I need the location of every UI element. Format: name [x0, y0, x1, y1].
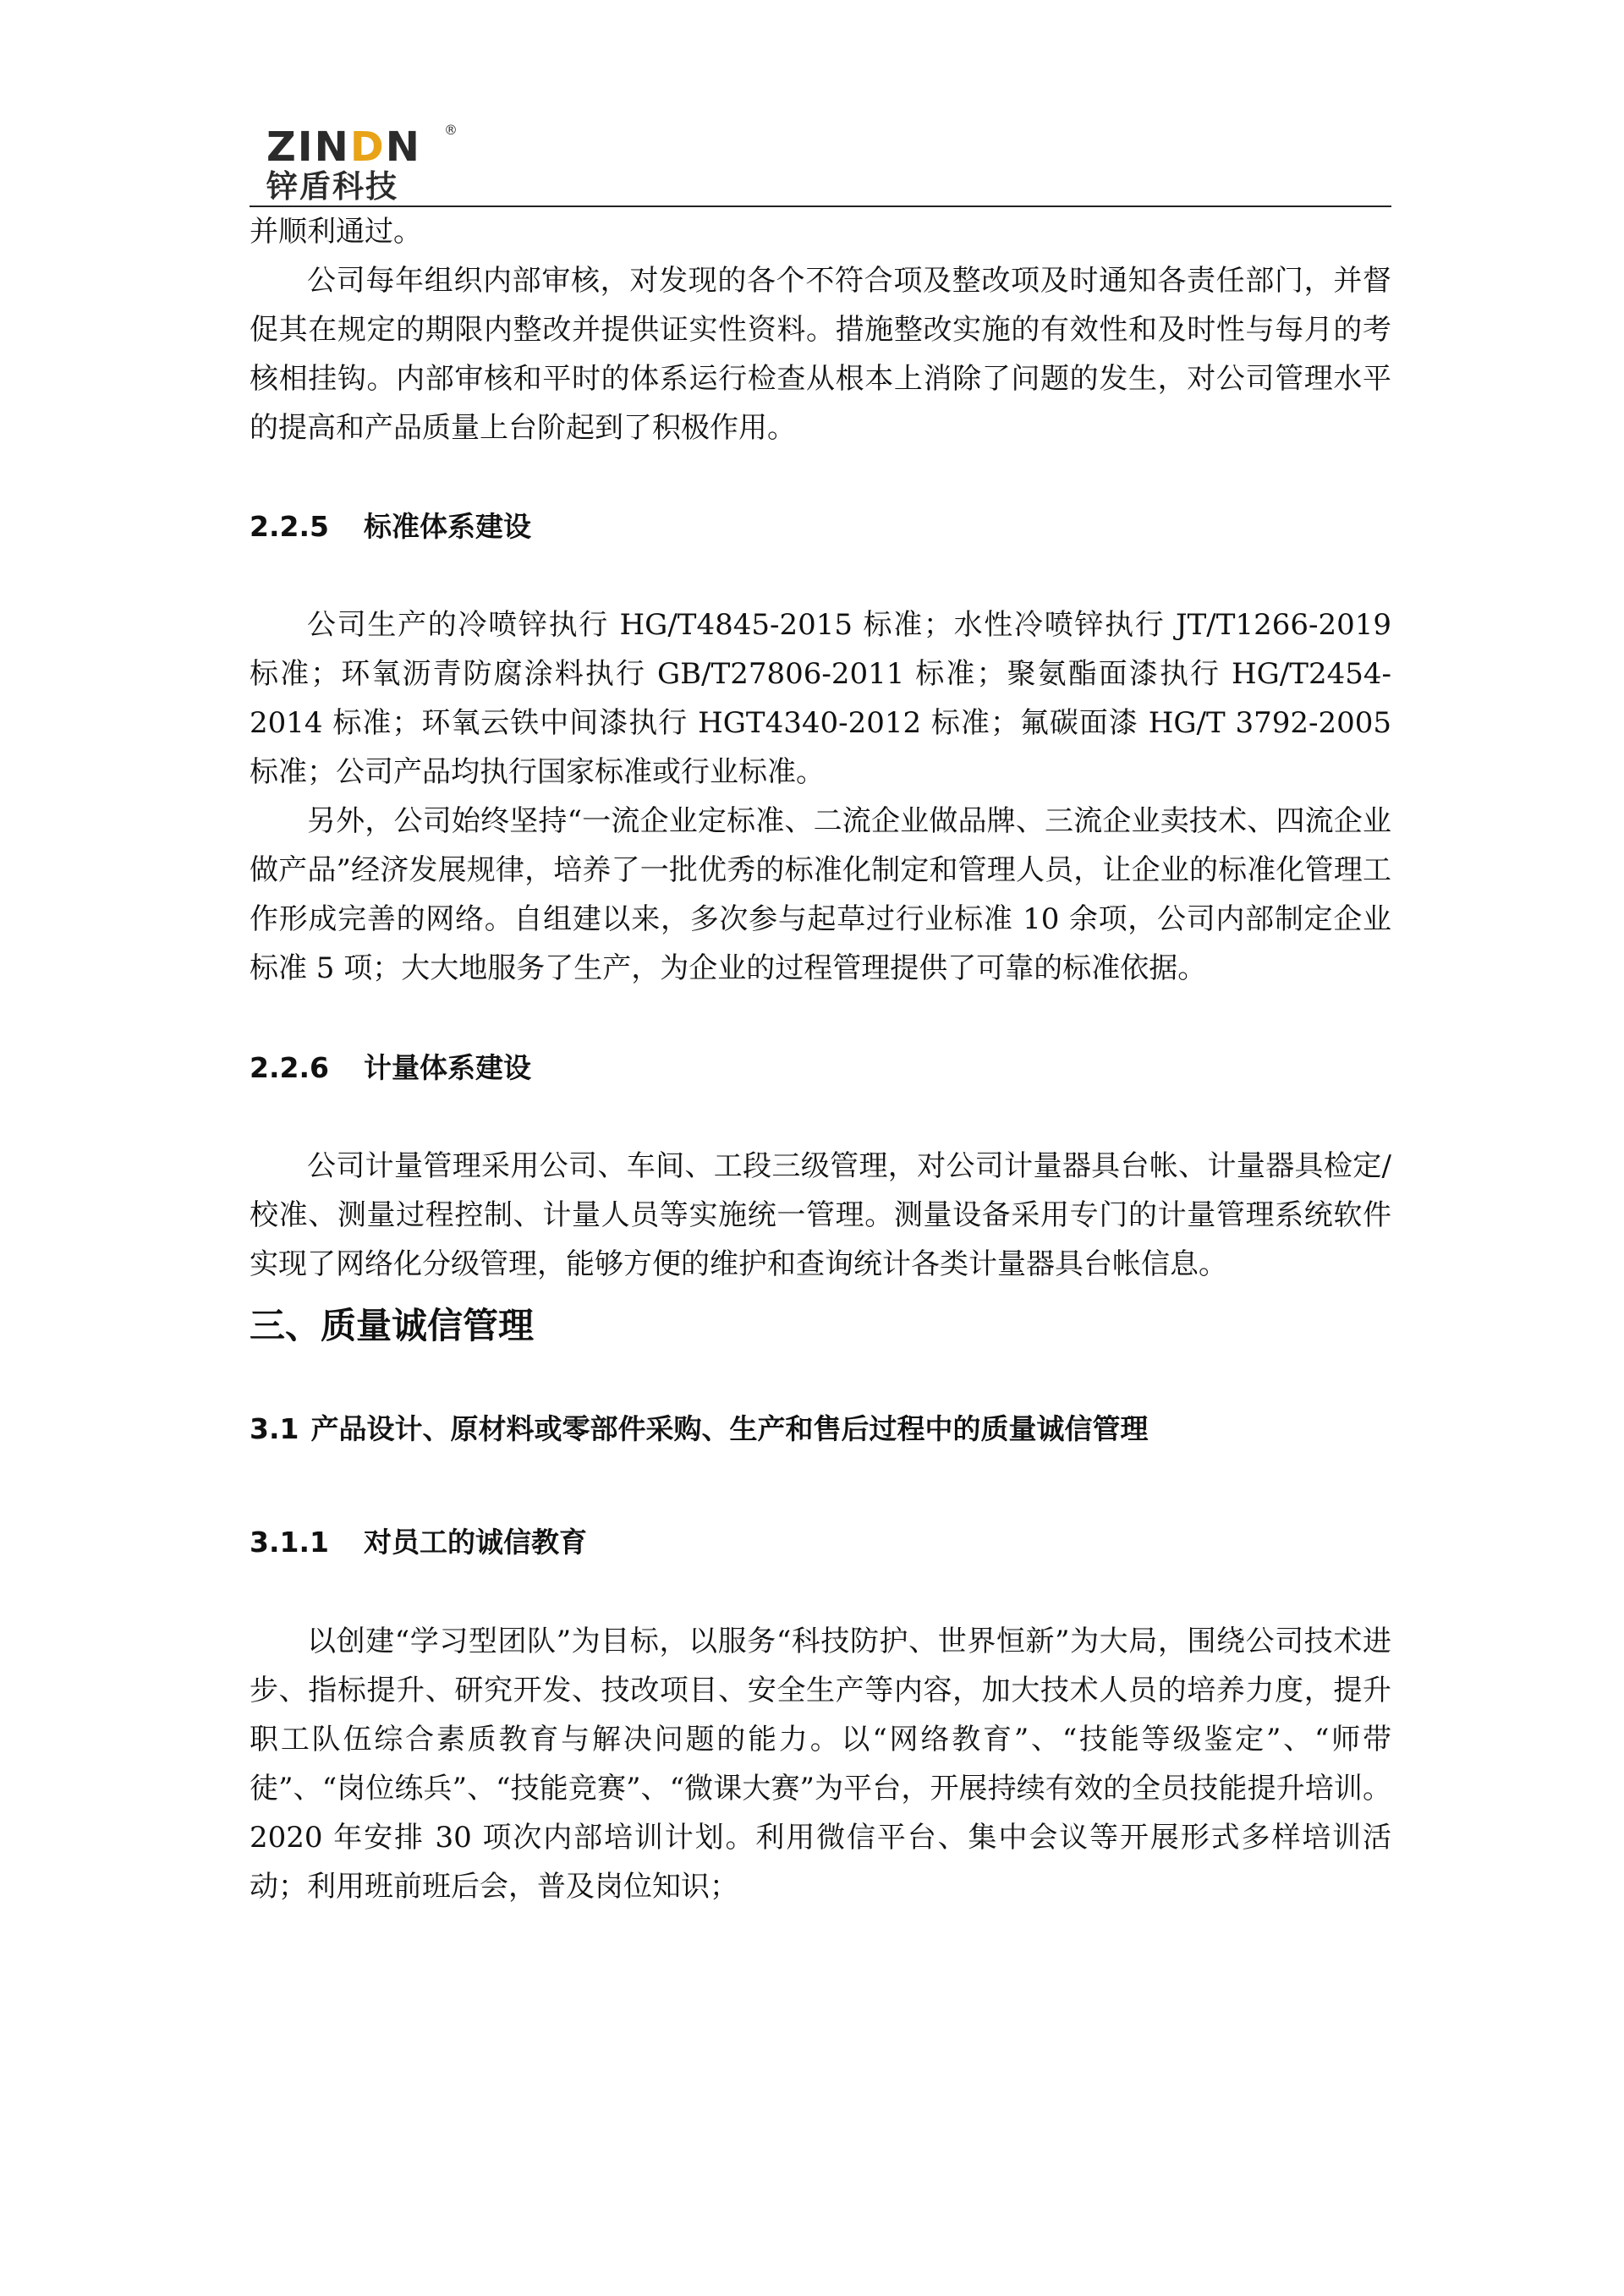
logo-wordmark [266, 125, 421, 169]
section-number: 3.1 [250, 1412, 299, 1445]
section-heading-3-1 [250, 1404, 1391, 1455]
document-body [250, 207, 1391, 1911]
page-header [250, 118, 1391, 207]
logo-chinese-name: 锌盾科技 [266, 168, 398, 205]
paragraph-standards-philosophy: 另外，公司始终坚持“一流企业定标准、二流企业做品牌、三流企业卖技术、四流企业做产品”经济发展规律，培养了一批优秀的标准化制定和管理人员，让企业的标准化管理工作形成完善的网络。自组建以来，多次参与起草过行业标准 10 余项，公司内部制定企业标准 5 项；大大地服务了生产，为企业的过程管理提供了可靠的标准依据。 [250, 804, 1391, 985]
section-title: 对员工的诚信教育 [364, 1526, 587, 1559]
section-title: 标准体系建设 [364, 510, 531, 543]
registered-mark: ® [444, 122, 458, 138]
continuation-text: 并顺利通过。 [250, 215, 422, 249]
section-number: 2.2.5 [250, 510, 329, 543]
paragraph-metrology: 公司计量管理采用公司、车间、工段三级管理，对公司计量器具台帐、计量器具检定/校准、测量过程控制、计量人员等实施统一管理。测量设备采用专门的计量管理系统软件实现了网络化分级管理，能够方便的维护和查询统计各类计量器具台帐信息。 [250, 1149, 1391, 1281]
section-title: 计量体系建设 [364, 1051, 531, 1084]
chapter-heading-3: 三、质量诚信管理 [250, 1305, 535, 1346]
section-heading-2-2-6 [250, 1043, 1391, 1093]
section-heading-2-2-5 [250, 501, 1391, 552]
paragraph-internal-audit: 公司每年组织内部审核，对发现的各个不符合项及整改项及时通知各责任部门，并督促其在规定的期限内整改并提供证实性资料。措施整改实施的有效性和及时性与每月的考核相挂钩。内部审核和平时的体系运行检查从根本上消除了问题的发生，对公司管理水平的提高和产品质量上台阶起到了积极作用。 [250, 264, 1391, 445]
section-number: 3.1.1 [250, 1526, 329, 1559]
company-logo [266, 122, 537, 205]
logo-wordmark-prefix: ZIN [266, 123, 350, 171]
logo-wordmark-suffix: N [385, 123, 421, 171]
paragraph-integrity-education: 以创建“学习型团队”为目标，以服务“科技防护、世界恒新”为大局，围绕公司技术进步、指标提升、研究开发、技改项目、安全生产等内容，加大技术人员的培养力度，提升职工队伍综合素质教育与解决问题的能力。以“网络教育”、“技能等级鉴定”、“师带徒”、“岗位练兵”、“技能竞赛”、“微课大赛”为平台，开展持续有效的全员技能提升培训。2020 年安排 30 项次内部培训计划。利用微信平台、集中会议等开展形式多样培训活动；利用班前班后会，普及岗位知识； [250, 1625, 1391, 1904]
section-heading-3-1-1 [250, 1517, 1391, 1568]
paragraph-standards: 公司生产的冷喷锌执行 HG/T4845-2015 标准；水性冷喷锌执行 JT/T1266-2019 标准；环氧沥青防腐涂料执行 GB/T27806-2011 标准；聚氨酯面漆执行 HG/T2454-2014 标准；环氧云铁中间漆执行 HGT4340-2012 标准；氟碳面漆 HG/T 3792-2005 标准；公司产品均执行国家标准或行业标准。 [250, 608, 1391, 789]
section-number: 2.2.6 [250, 1051, 329, 1084]
logo-wordmark-accent: D [349, 123, 386, 171]
section-title: 产品设计、原材料或零部件采购、生产和售后过程中的质量诚信管理 [310, 1412, 1149, 1445]
